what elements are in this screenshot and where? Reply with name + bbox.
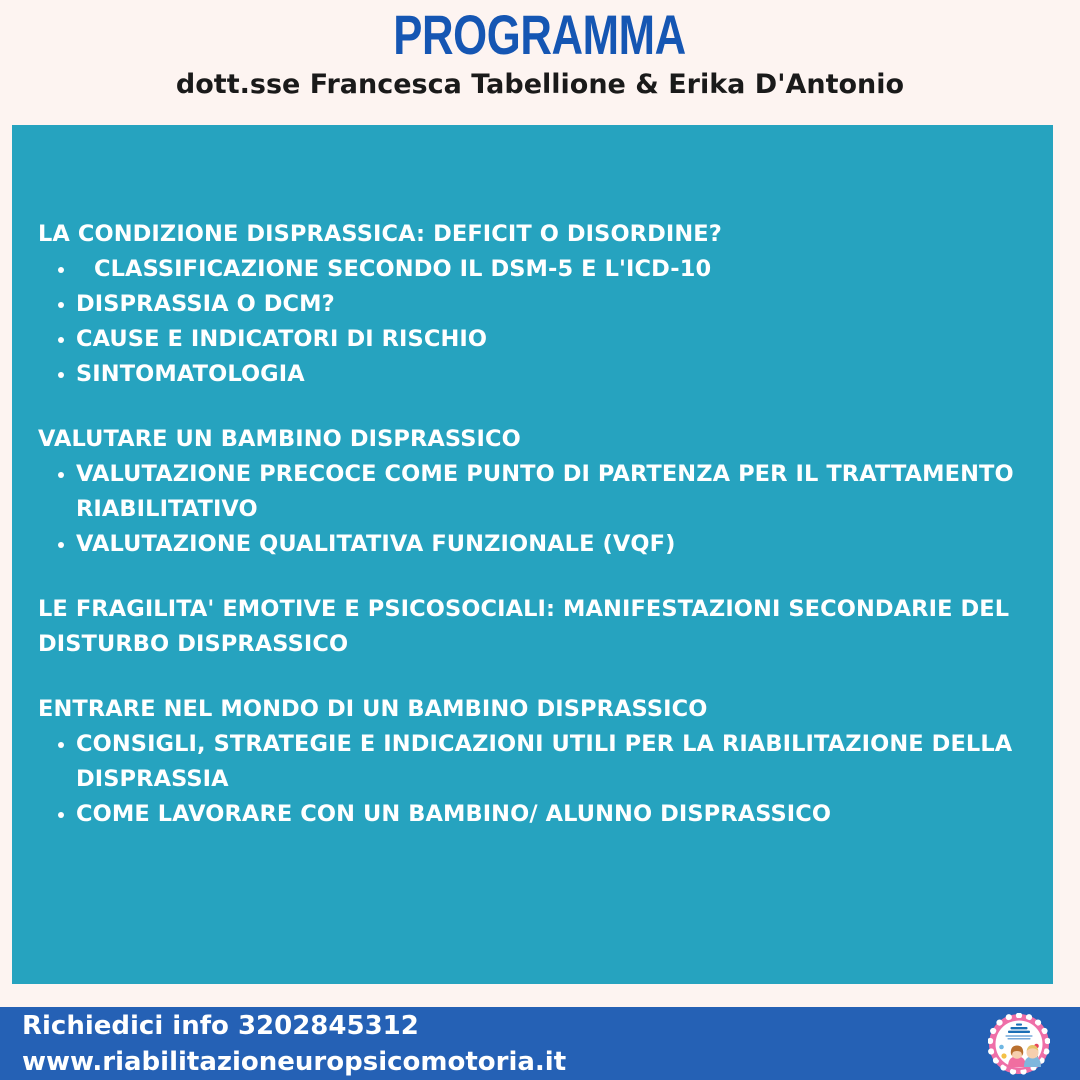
bullet-dot-icon xyxy=(58,542,64,548)
bullet-dot-icon xyxy=(58,472,64,478)
programme-section xyxy=(38,217,1031,392)
bullet-label: COME LAVORARE CON UN BAMBINO/ ALUNNO DISPRASSICO xyxy=(76,801,832,827)
bullet-label: VALUTAZIONE QUALITATIVA FUNZIONALE (VQF) xyxy=(76,531,676,557)
bullet-item xyxy=(38,797,1031,832)
programme-section xyxy=(38,422,1031,562)
bullet-item xyxy=(38,457,1031,527)
section-heading: ENTRARE NEL MONDO DI UN BAMBINO DISPRASSICO xyxy=(38,696,708,722)
bullet-dot-icon xyxy=(58,267,64,273)
page-subtitle: dott.sse Francesca Tabellione & Erika D'Antonio xyxy=(175,69,905,100)
bullet-label: VALUTAZIONE PRECOCE COME PUNTO DI PARTENZA PER IL TRATTAMENTO RIABILITATIVO xyxy=(76,461,1014,522)
footer-contact-bar xyxy=(0,1007,1080,1080)
bullet-list xyxy=(38,252,1031,392)
children-logo-icon xyxy=(988,1013,1050,1075)
bullet-list xyxy=(38,457,1031,562)
bullet-item xyxy=(38,357,1031,392)
bullet-dot-icon xyxy=(58,742,64,748)
section-heading: LE FRAGILITA' EMOTIVE E PSICOSOCIALI: MANIFESTAZIONI SECONDARIE DEL DISTURBO DISPRASSICO xyxy=(38,596,1010,657)
section-heading: LA CONDIZIONE DISPRASSICA: DEFICIT O DISORDINE? xyxy=(38,221,722,247)
bullet-item xyxy=(38,727,1031,797)
programme-panel xyxy=(12,125,1053,984)
bullet-list xyxy=(38,727,1031,832)
section-heading: VALUTARE UN BAMBINO DISPRASSICO xyxy=(38,426,521,452)
bullet-dot-icon xyxy=(58,302,64,308)
bullet-item xyxy=(38,252,1031,287)
header xyxy=(0,0,1080,125)
programme-section xyxy=(38,592,1031,662)
bullet-dot-icon xyxy=(58,372,64,378)
bullet-label: CAUSE E INDICATORI DI RISCHIO xyxy=(76,326,488,352)
bullet-item xyxy=(38,527,1031,562)
sections-list xyxy=(38,217,1031,832)
bullet-dot-icon xyxy=(58,337,64,343)
footer-website-line: www.riabilitazioneuropsicomotoria.it xyxy=(22,1046,567,1077)
page-title: PROGRAMMA xyxy=(393,3,687,66)
programme-section xyxy=(38,692,1031,832)
bullet-label: SINTOMATOLOGIA xyxy=(76,361,305,387)
bullet-item xyxy=(38,322,1031,357)
bullet-label: DISPRASSIA O DCM? xyxy=(76,291,335,317)
bullet-label: CONSIGLI, STRATEGIE E INDICAZIONI UTILI PER LA RIABILITAZIONE DELLA DISPRASSIA xyxy=(76,731,1013,792)
footer-text-block xyxy=(22,1008,566,1080)
bullet-label: CLASSIFICAZIONE SECONDO IL DSM-5 E L'ICD-10 xyxy=(94,256,712,282)
footer-phone-line: Richiedici info 3202845312 xyxy=(22,1010,419,1041)
bullet-dot-icon xyxy=(58,812,64,818)
bullet-item xyxy=(38,287,1031,322)
